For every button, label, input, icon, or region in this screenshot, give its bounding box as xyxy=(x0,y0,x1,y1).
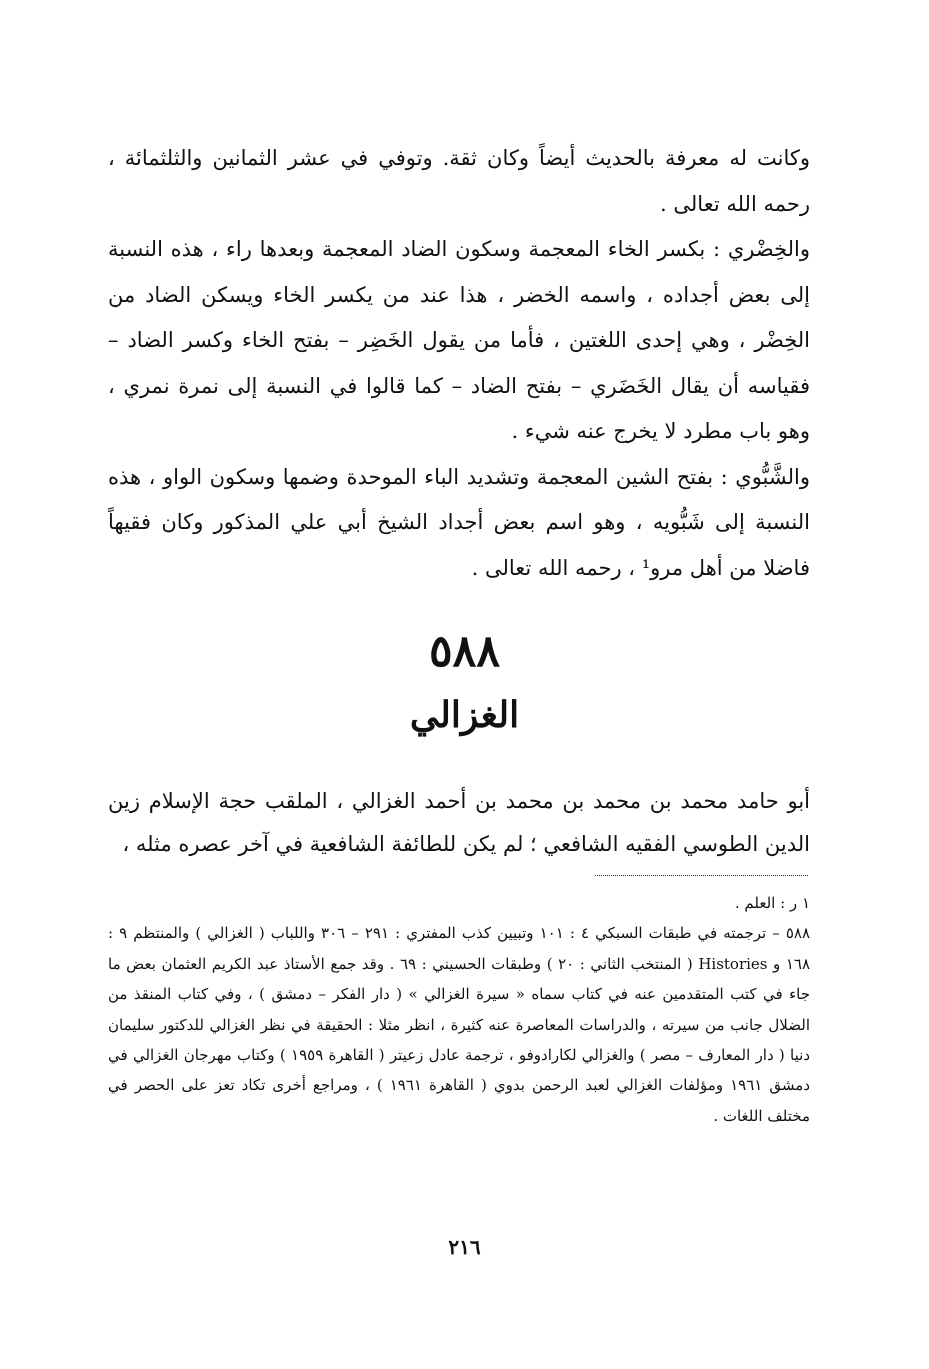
entry-number: ٥٨٨ xyxy=(429,626,500,677)
biography-text xyxy=(108,780,810,866)
footnote-1: ١ ر : العلم . xyxy=(734,894,810,912)
footnote-588: ٥٨٨ – ترجمته في طبقات السبكي ٤ : ١٠١ وتبيين كذب المفتري : ٢٩١ – ٣٠٦ واللباب ( الغزالي ) والمنتظم ٩ : ١٦٨ و Histories ( المنتخب الثاني : ٢٠ ) وطبقات الحسيني : ٦٩ . وقد جمع الأستاذ عبد الكريم العثمان بعض ما جاء في كتب المتقدمين عنه في كتاب سماه « سيرة الغزالي » ( دار الفكر – دمشق ) ، وفي كتاب المنقذ من الضلال جانب من سيرته ، والدراسات المعاصرة عنه كثيرة ، انظر مثلا : الحقيقة في نظر الغزالي للدكتور سليمان دنيا ( دار المعارف – مصر ) والغزالي لكارادوفو ، ترجمة عادل زعيتر ( القاهرة ١٩٥٩ ) وكتاب مهرجان الغزالي في دمشق ١٩٦١ ومؤلفات الغزالي لعبد الرحمن بدوي ( القاهرة ١٩٦١ ) ، ومراجع أخرى تكاد تعز على الحصر في مختلف اللغات . xyxy=(108,924,811,1125)
paragraph-closing-entry: وكانت له معرفة بالحديث أيضاً وكان ثقة. وتوفي في عشر الثمانين والثلثمائة ، رحمه الله تعالى . xyxy=(108,146,810,216)
main-text xyxy=(108,136,810,591)
biography-paragraph: أبو حامد محمد بن محمد بن محمد بن أحمد الغزالي ، الملقب حجة الإسلام زين الدين الطوسي الفقيه الشافعي ؛ لم يكن للطائفة الشافعية في آخر عصره مثله ، xyxy=(108,789,810,856)
entry-heading: الغزالي xyxy=(409,694,520,736)
page-number: ٢١٦ xyxy=(448,1235,481,1259)
footnote-divider xyxy=(595,875,808,876)
paragraph-khidri: والخِضْري : بكسر الخاء المعجمة وسكون الضاد المعجمة وبعدها راء ، هذه النسبة إلى بعض أجداده ، واسمه الخضر ، هذا عند من يكسر الخاء ويسكن الضاد من الخِضْر ، وهي إحدى اللغتين ، فأما من يقول الخَضِر – بفتح الخاء وكسر الضاد – فقياسه أن يقال الخَضَري – بفتح الضاد – كما قالوا في النسبة إلى نمرة نمري ، وهو باب مطرد لا يخرج عنه شيء . xyxy=(108,237,810,443)
footnotes xyxy=(108,888,810,1131)
paragraph-shabbuwi: والشَّبُّوي : بفتح الشين المعجمة وتشديد الباء الموحدة وضمها وسكون الواو ، هذه النسبة إلى شَبُّويه ، وهو اسم بعض أجداد الشيخ أبي علي المذكور وكان فقيهاً فاضلا من أهل مرو¹ ، رحمه الله تعالى . xyxy=(108,464,810,580)
